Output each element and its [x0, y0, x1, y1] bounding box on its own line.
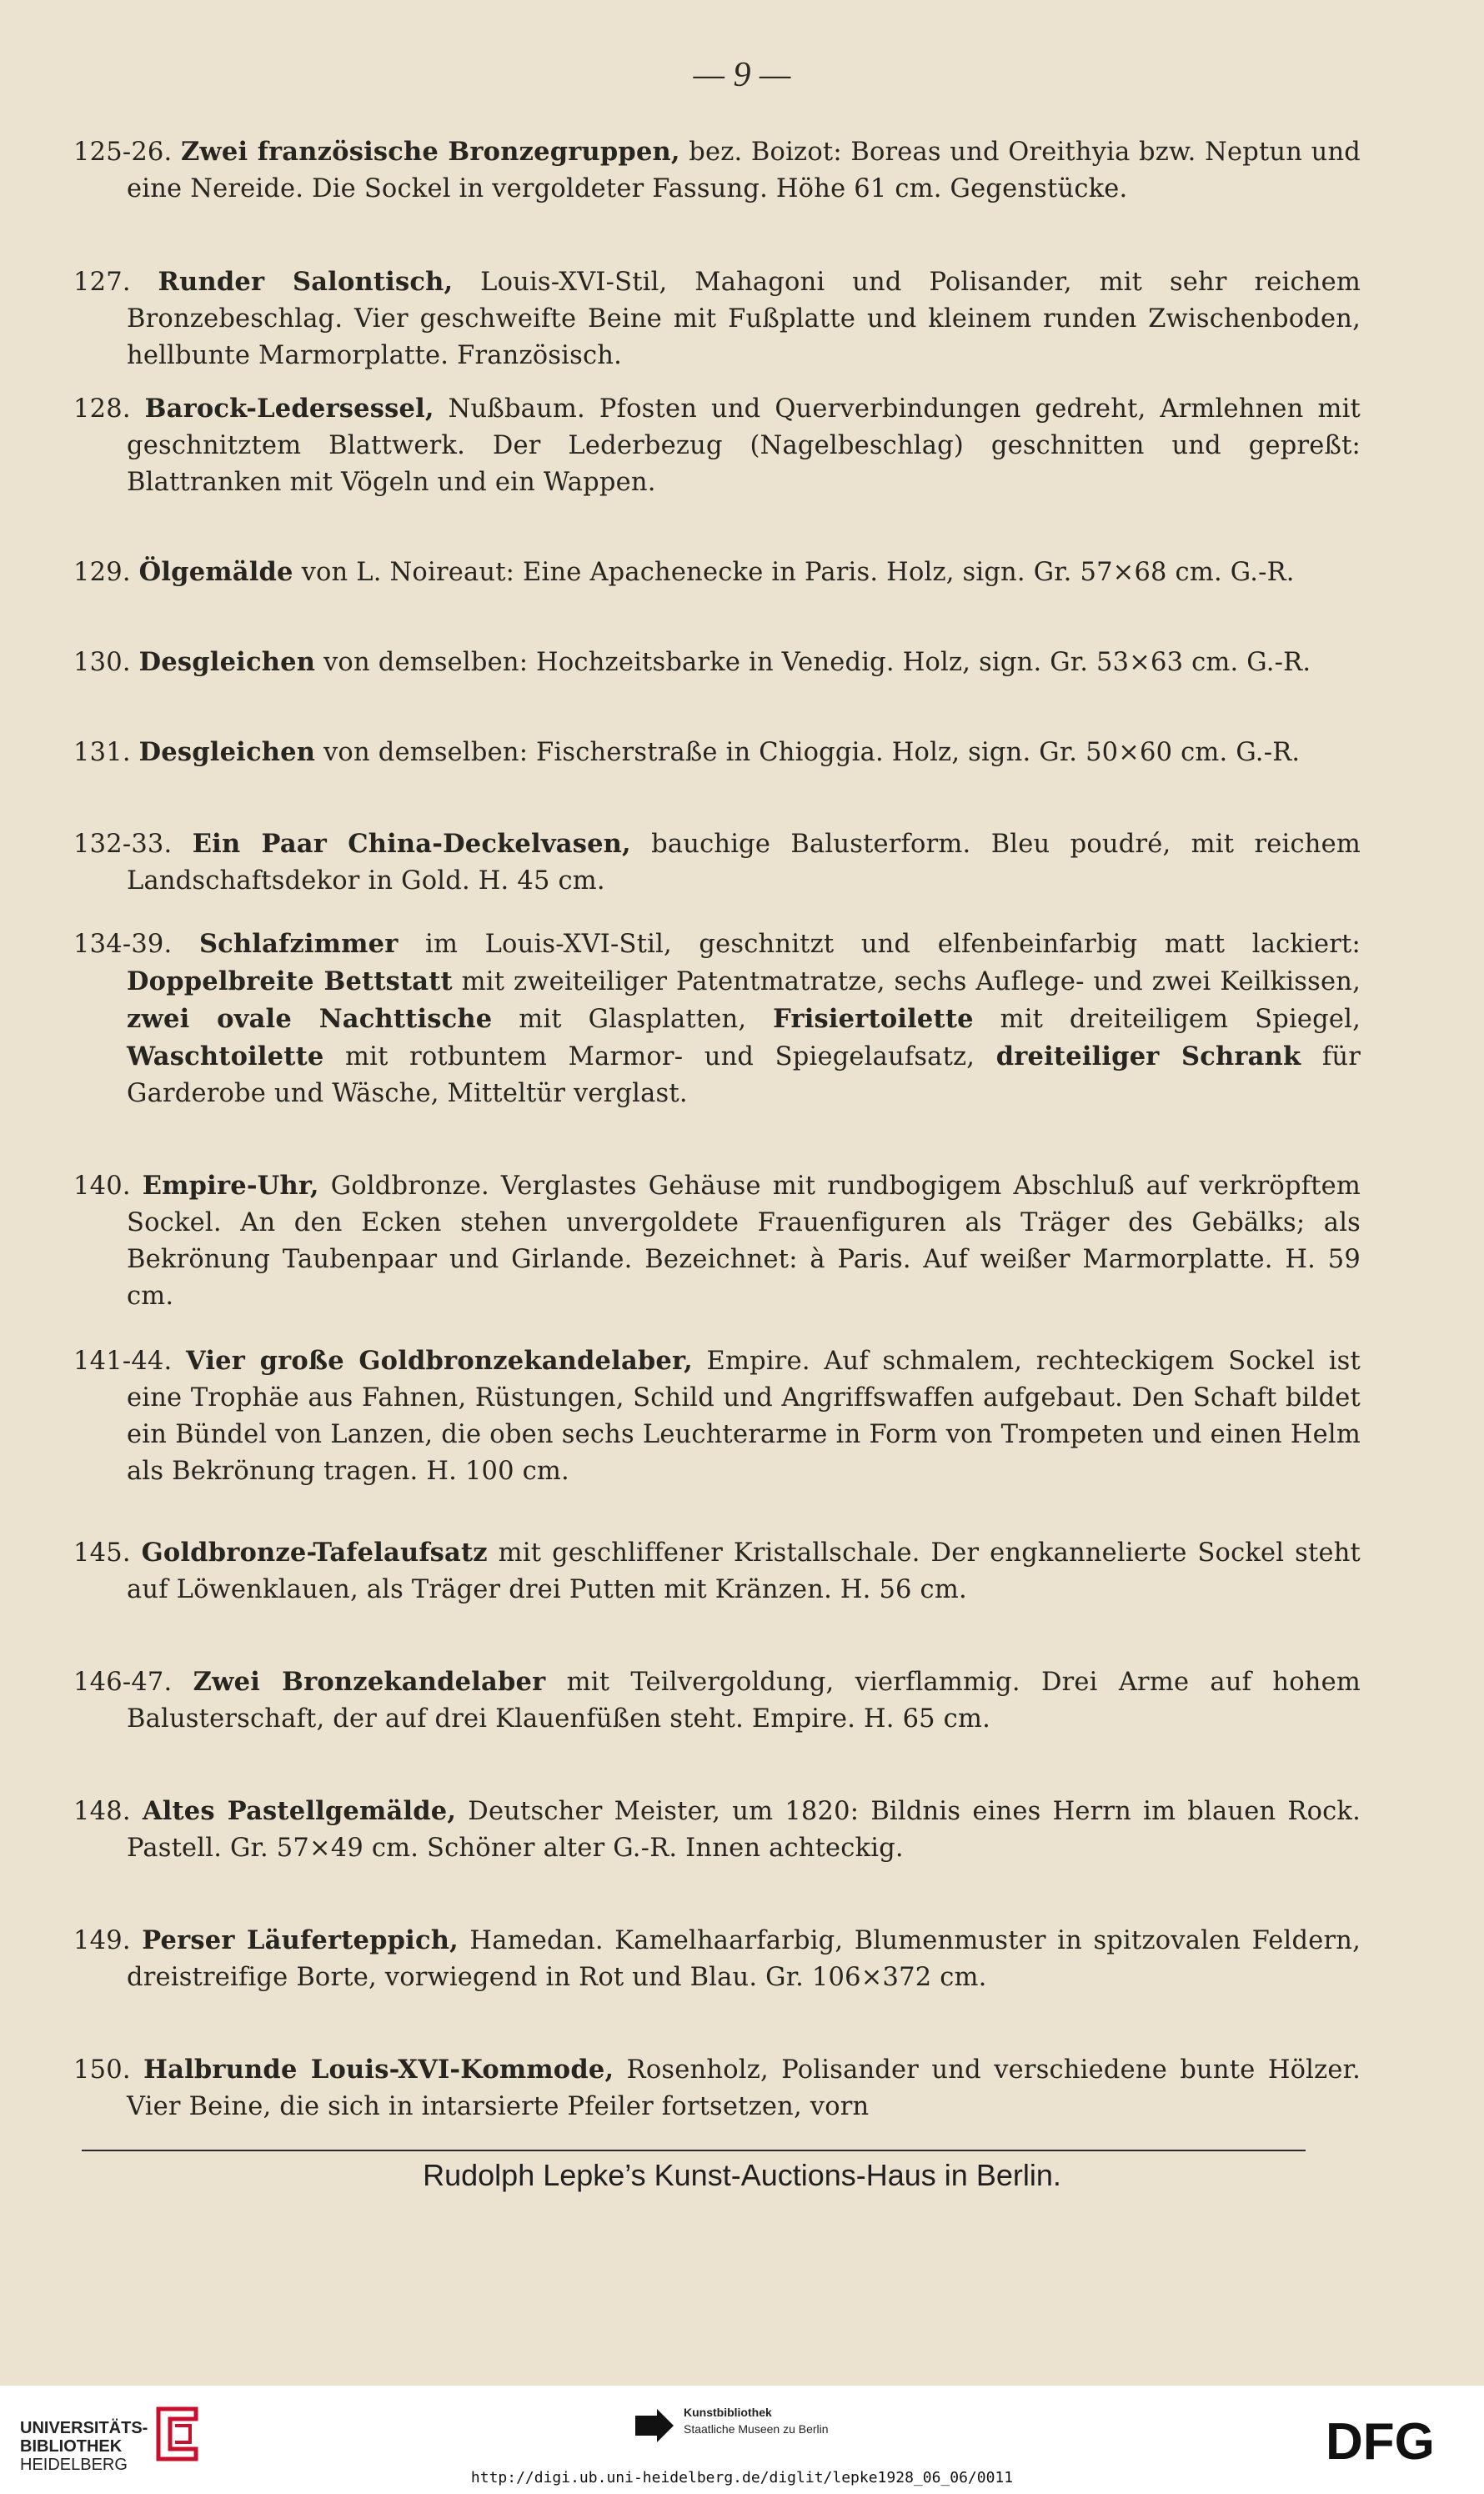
lot-description: Louis-XVI-Stil, Mahagoni und Polisander, mit sehr reichem Bronzebeschlag. Vier geschweifte Beine mit Fußplatte und kleinem runden Zwischenboden, hellbunte Marmorplatte. Französisch. [127, 268, 1361, 370]
catalog-entry [73, 1167, 1361, 1315]
lot-description: im Louis-XVI-Stil, geschnitzt und elfenbeinfarbig matt lackiert: [398, 930, 1361, 959]
lot-description: Nußbaum. Pfosten und Querverbindungen gedreht, Armlehnen mit geschnitztem Blattwerk. Der Lederbezug (Nagelbeschlag) geschnitten und gepreßt: Blattranken mit Vögeln und ein Wappen. [127, 394, 1361, 497]
digitization-banner [0, 2386, 1484, 2494]
lot-title: Barock-Ledersessel, [144, 394, 434, 424]
lot-description: Empire. Auf schmalem, rechteckigem Sockel ist eine Trophäe aus Fahnen, Rüstungen, Schild und Angriffswaffen aufgebaut. Den Schaft bildet ein Bündel von Lanzen, die oben sechs Leuchterarme in Form von Trompeten und einen Helm als Bekrönung tragen. H. 100 cm. [127, 1347, 1361, 1486]
lot-number: 131. [73, 738, 131, 767]
lot-title: Runder Salontisch, [158, 267, 454, 297]
kunstbibliothek-logo-icon [634, 2407, 675, 2449]
lot-title: Schlafzimmer [198, 929, 399, 959]
catalog-entry [73, 1342, 1361, 1490]
lot-description: von L. Noireaut: Eine Apachenecke in Paris. Holz, sign. Gr. 57×68 cm. G.-R. [293, 558, 1295, 587]
lot-title: Halbrunde Louis-XVI-Kommode, [143, 2055, 614, 2085]
furniture-item-name: zwei ovale Nachttische [127, 1004, 493, 1034]
lot-description: Goldbronze. Verglastes Gehäuse mit rundbogigem Abschluß auf verkröpftem Sockel. An den Ecken stehen unvergoldete Frauenfiguren als Träger des Gebälks; als Bekrönung Taubenpaar und Girlande. Bezeichnet: à Paris. Auf weißer Marmorplatte. H. 59 cm. [127, 1172, 1361, 1311]
lot-description: mit Teilvergoldung, vierflammig. Drei Arme auf hohem Balusterschaft, der auf drei Klauenfüßen steht. Empire. H. 65 cm. [127, 1668, 1361, 1734]
publisher-footer: Rudolph Lepke’s Kunst-Auctions-Haus in Berlin. [423, 2158, 1061, 2192]
lot-title: Zwei Bronzekandelaber [193, 1667, 546, 1697]
permalink-url[interactable]: http://digi.ub.uni-heidelberg.de/diglit/lepke1928_06_06/0011 [470, 2469, 1014, 2486]
lot-title: Zwei französische Bronzegruppen, [180, 137, 680, 167]
university-logo-icon [150, 2401, 208, 2467]
furniture-item-name: dreiteiliger Schrank [995, 1041, 1301, 1071]
lot-number: 127. [73, 268, 131, 297]
kunstbibliothek-label [684, 2404, 829, 2437]
lot-title: Goldbronze-Tafelaufsatz [141, 1538, 488, 1568]
catalog-entry [73, 926, 1361, 1112]
catalog-entry [73, 554, 1361, 591]
catalog-entry [73, 825, 1361, 900]
catalog-entry [73, 390, 1361, 501]
furniture-item-description: für Garderobe und Wäsche, Mitteltür verglast. [127, 1042, 1361, 1108]
uni-line-2: BIBLIOTHEK [20, 2437, 123, 2456]
lot-title: Vier große Goldbronzekandelaber, [186, 1346, 693, 1376]
lot-number: 140. [73, 1172, 131, 1201]
catalog-entry [73, 133, 1361, 208]
catalog-entry [73, 644, 1361, 681]
lot-number: 132-33. [73, 830, 173, 859]
furniture-item-description: mit Glasplatten, [492, 1005, 774, 1034]
lot-description: Rosenholz, Polisander und verschiedene bunte Hölzer. Vier Beine, die sich in intarsierte Pfeiler fortsetzen, vorn [127, 2055, 1361, 2121]
catalog-entry [73, 2051, 1361, 2125]
lot-number: 149. [73, 1926, 131, 1955]
catalog-entry [73, 1664, 1361, 1738]
lot-description: mit geschliffener Kristallschale. Der engkannelierte Sockel steht auf Löwenklauen, als Träger drei Putten mit Kränzen. H. 56 cm. [127, 1538, 1361, 1604]
lot-number: 130. [73, 648, 131, 677]
furniture-item-name: Frisiertoilette [773, 1004, 974, 1034]
lot-description: bauchige Balusterform. Bleu poudré, mit reichem Landschaftsdekor in Gold. H. 45 cm. [127, 830, 1361, 896]
lot-title: Desgleichen [138, 647, 316, 677]
catalog-entry [73, 734, 1361, 771]
dfg-logo [1326, 2416, 1467, 2466]
lot-title: Perser Läuferteppich, [142, 1925, 459, 1955]
furniture-item-name: Doppelbreite Bettstatt [127, 966, 453, 996]
lot-description: bez. Boizot: Boreas und Oreithyia bzw. Neptun und eine Nereide. Die Sockel in vergoldeter Fassung. Höhe 61 cm. Gegenstücke. [127, 138, 1361, 203]
furniture-item-description: mit dreiteiligem Spiegel, [973, 1005, 1361, 1034]
catalog-entry [73, 1793, 1361, 1867]
page-number: — 9 — [693, 56, 791, 94]
catalog-entry [73, 1534, 1361, 1608]
kb-line-2: Staatliche Museen zu Berlin [684, 2422, 829, 2436]
dfg-logo-text: DFG [1326, 2416, 1435, 2466]
lot-number: 146-47. [73, 1668, 173, 1697]
furniture-item-name: Waschtoilette [127, 1041, 324, 1071]
lot-number: 145. [73, 1538, 131, 1568]
lot-title: Ein Paar China-Deckelvasen, [192, 829, 631, 859]
lot-number: 134-39. [73, 930, 173, 959]
lot-number: 148. [73, 1797, 131, 1826]
kb-line-1: Kunstbibliothek [684, 2406, 772, 2419]
university-library-label [20, 2419, 148, 2474]
lot-number: 128. [73, 394, 131, 424]
lot-title: Empire-Uhr, [142, 1171, 319, 1201]
furniture-item-description: mit zweiteiliger Patentmatratze, sechs Auflege- und zwei Keilkissen, [452, 967, 1361, 996]
lot-number: 150. [73, 2055, 131, 2085]
lot-number: 129. [73, 558, 131, 587]
lot-description: von demselben: Fischerstraße in Chioggia. Holz, sign. Gr. 50×60 cm. G.-R. [315, 738, 1301, 767]
footer-rule [82, 2150, 1306, 2151]
lot-description: von demselben: Hochzeitsbarke in Venedig. Holz, sign. Gr. 53×63 cm. G.-R. [315, 648, 1311, 677]
uni-line-3: HEIDELBERG [20, 2456, 128, 2474]
lot-number: 141-44. [73, 1347, 173, 1376]
lot-title: Desgleichen [138, 737, 316, 767]
catalog-entry [73, 263, 1361, 374]
lot-title: Ölgemälde [138, 557, 293, 587]
lot-description: Deutscher Meister, um 1820: Bildnis eines Herrn im blauen Rock. Pastell. Gr. 57×49 cm. Schöner alter G.-R. Innen achteckig. [127, 1797, 1361, 1863]
catalog-entry [73, 1922, 1361, 1996]
furniture-item-description: mit rotbuntem Marmor- und Spiegelaufsatz, [323, 1042, 996, 1071]
uni-line-1: UNIVERSITÄTS- [20, 2419, 148, 2437]
lot-title: Altes Pastellgemälde, [142, 1796, 457, 1826]
lot-description: Hamedan. Kamelhaarfarbig, Blumenmuster in spitzovalen Feldern, dreistreifige Borte, vorwiegend in Rot und Blau. Gr. 106×372 cm. [127, 1926, 1361, 1992]
lot-number: 125-26. [73, 138, 173, 167]
